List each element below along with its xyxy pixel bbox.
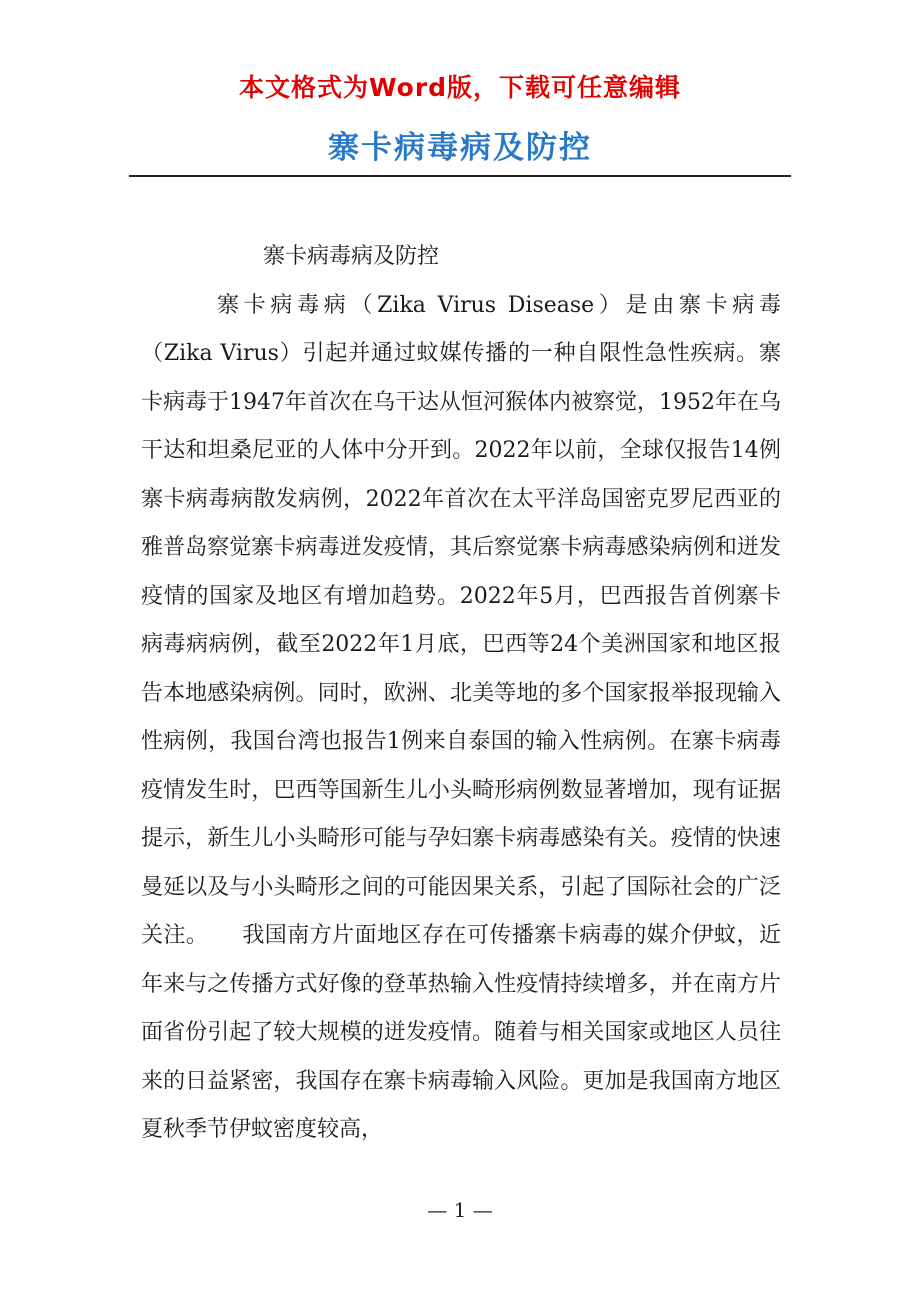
header-divider xyxy=(129,175,791,177)
document-body xyxy=(141,233,781,1155)
download-notice: 本文格式为Word版，下载可任意编辑 xyxy=(238,73,682,102)
body-paragraph: 寨卡病毒病（Zika Virus Disease）是由寨卡病毒（Zika Virus）引起并通过蚊媒传播的一种自限性急性疾病。寨卡病毒于1947年首次在乌干达从恒河猴体内被察觉，1952年在乌干达和坦桑尼亚的人体中分开到。2022年以前，全球仅报告14例寨卡病毒病散发病例，2022年首次在太平洋岛国密克罗尼西亚的雅普岛察觉寨卡病毒迸发疫情，其后察觉寨卡病毒感染病例和迸发疫情的国家及地区有增加趋势。2022年5月，巴西报告首例寨卡病毒病病例，截至2022年1月底，巴西等24个美洲国家和地区报告本地感染病例。同时，欧洲、北美等地的多个国家报举报现输入性病例，我国台湾也报告1例来自泰国的输入性病例。在寨卡病毒疫情发生时，巴西等国新生儿小头畸形病例数显著增加，现有证据提示，新生儿小头畸形可能与孕妇寨卡病毒感染有关。疫情的快速曼延以及与小头畸形之间的可能因果关系，引起了国际社会的广泛关注。 我国南方片面地区存在可传播寨卡病毒的媒介伊蚊，近年来与之传播方式好像的登革热输入性疫情持续增多，并在南方片面省份引起了较大规模的迸发疫情。随着与相关国家或地区人员往来的日益紧密，我国存在寨卡病毒输入风险。更加是我国南方地区夏秋季节伊蚊密度较高， xyxy=(141,292,781,1142)
page-number: — 1 — xyxy=(427,1198,493,1222)
section-subtitle: 寨卡病毒病及防控 xyxy=(263,244,440,269)
document-title: 寨卡病毒病及防控 xyxy=(328,130,592,166)
